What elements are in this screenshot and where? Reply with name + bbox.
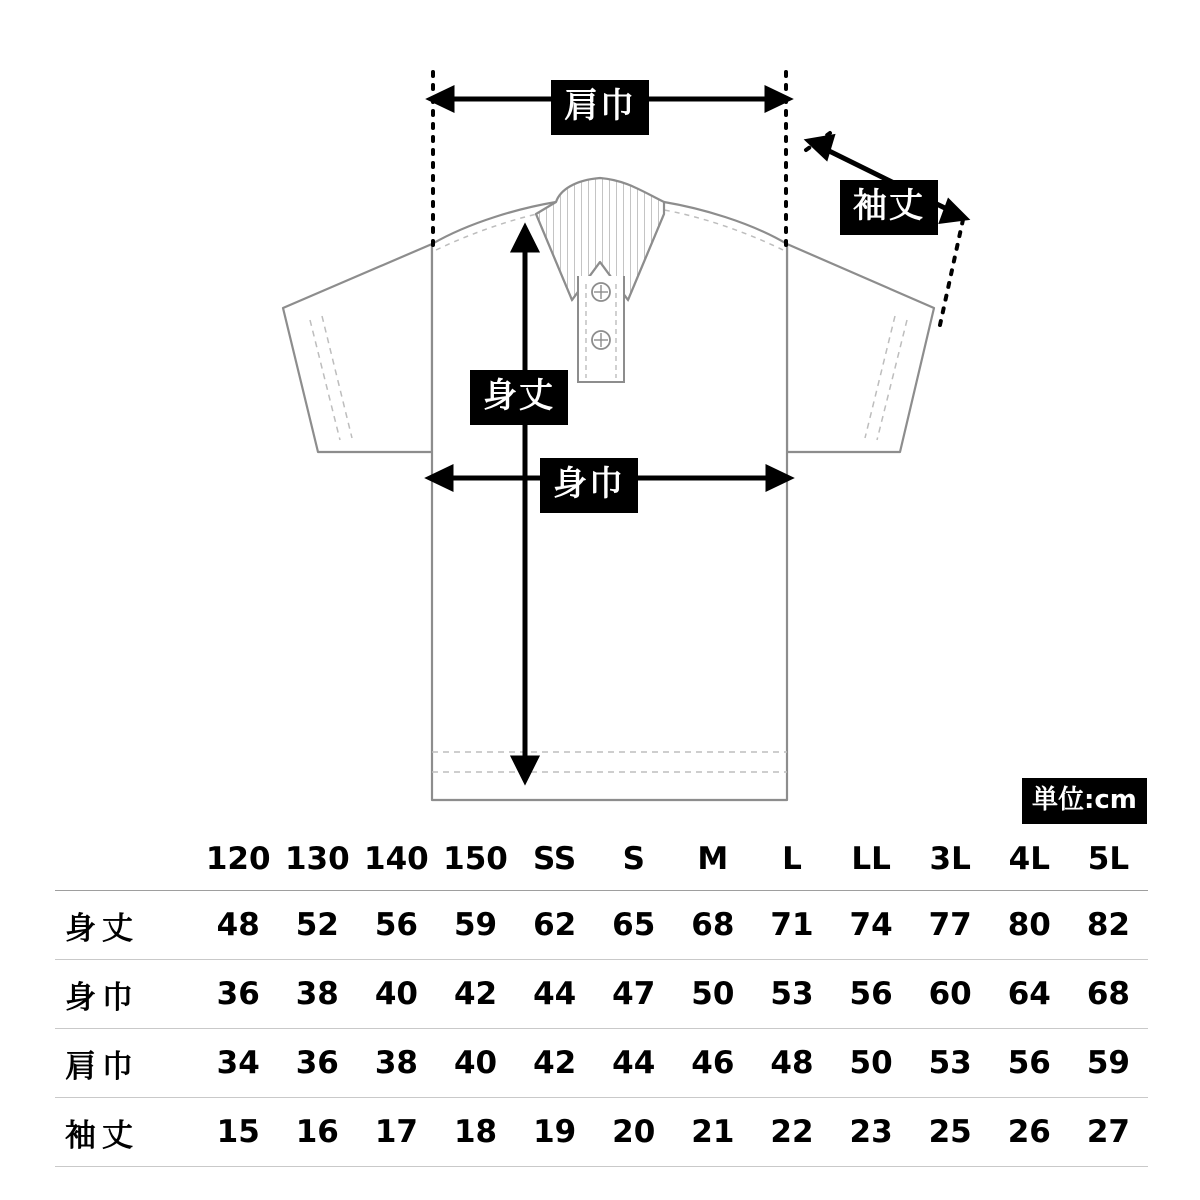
size-header-cell: M	[673, 828, 752, 891]
cell-value: 50	[673, 960, 752, 1029]
cell-value: 38	[278, 960, 357, 1029]
cell-value: 48	[752, 1029, 831, 1098]
cell-value: 52	[278, 891, 357, 960]
cell-value: 48	[199, 891, 278, 960]
size-header-cell: S	[594, 828, 673, 891]
cell-value: 60	[911, 960, 990, 1029]
cell-value: 22	[752, 1098, 831, 1167]
row-label-body-length: 身丈	[55, 891, 199, 960]
table-row	[55, 1029, 1148, 1098]
cell-value: 74	[832, 891, 911, 960]
size-header-cell: 3L	[911, 828, 990, 891]
size-table	[55, 828, 1148, 1167]
size-header-cell: 150	[436, 828, 515, 891]
label-sleeve-length: 袖丈	[840, 180, 938, 235]
size-header-cell: 120	[199, 828, 278, 891]
label-body-length: 身丈	[470, 370, 568, 425]
cell-value: 53	[752, 960, 831, 1029]
cell-value: 26	[990, 1098, 1069, 1167]
cell-value: 21	[673, 1098, 752, 1167]
size-header-cell: L	[752, 828, 831, 891]
unit-badge: 単位:cm	[1022, 778, 1147, 824]
cell-value: 25	[911, 1098, 990, 1167]
table-corner-cell	[55, 828, 199, 891]
cell-value: 68	[673, 891, 752, 960]
label-shoulder-width: 肩巾	[551, 80, 649, 135]
cell-value: 59	[436, 891, 515, 960]
row-label-body-width: 身巾	[55, 960, 199, 1029]
size-header-cell: LL	[832, 828, 911, 891]
cell-value: 62	[515, 891, 594, 960]
table-row	[55, 891, 1148, 960]
cell-value: 19	[515, 1098, 594, 1167]
size-header-cell: 4L	[990, 828, 1069, 891]
size-header-cell: 130	[278, 828, 357, 891]
cell-value: 56	[832, 960, 911, 1029]
cell-value: 53	[911, 1029, 990, 1098]
cell-value: 23	[832, 1098, 911, 1167]
cell-value: 20	[594, 1098, 673, 1167]
cell-value: 77	[911, 891, 990, 960]
cell-value: 68	[1069, 960, 1148, 1029]
size-table-head	[55, 828, 1148, 891]
cell-value: 38	[357, 1029, 436, 1098]
cell-value: 46	[673, 1029, 752, 1098]
size-table-body	[55, 891, 1148, 1167]
cell-value: 16	[278, 1098, 357, 1167]
cell-value: 40	[436, 1029, 515, 1098]
row-label-shoulder-width: 肩巾	[55, 1029, 199, 1098]
cell-value: 44	[515, 960, 594, 1029]
cell-value: 40	[357, 960, 436, 1029]
cell-value: 64	[990, 960, 1069, 1029]
cell-value: 44	[594, 1029, 673, 1098]
size-header-cell: SS	[515, 828, 594, 891]
cell-value: 42	[515, 1029, 594, 1098]
cell-value: 80	[990, 891, 1069, 960]
size-header-cell: 5L	[1069, 828, 1148, 891]
cell-value: 27	[1069, 1098, 1148, 1167]
cell-value: 56	[357, 891, 436, 960]
cell-value: 59	[1069, 1029, 1148, 1098]
cell-value: 36	[278, 1029, 357, 1098]
cell-value: 17	[357, 1098, 436, 1167]
cell-value: 50	[832, 1029, 911, 1098]
row-label-sleeve-length: 袖丈	[55, 1098, 199, 1167]
cell-value: 47	[594, 960, 673, 1029]
cell-value: 34	[199, 1029, 278, 1098]
cell-value: 42	[436, 960, 515, 1029]
cell-value: 65	[594, 891, 673, 960]
label-body-width: 身巾	[540, 458, 638, 513]
cell-value: 56	[990, 1029, 1069, 1098]
table-row	[55, 960, 1148, 1029]
table-header-row	[55, 828, 1148, 891]
size-header-cell: 140	[357, 828, 436, 891]
cell-value: 71	[752, 891, 831, 960]
cell-value: 82	[1069, 891, 1148, 960]
cell-value: 36	[199, 960, 278, 1029]
cell-value: 15	[199, 1098, 278, 1167]
table-row	[55, 1098, 1148, 1167]
cell-value: 18	[436, 1098, 515, 1167]
